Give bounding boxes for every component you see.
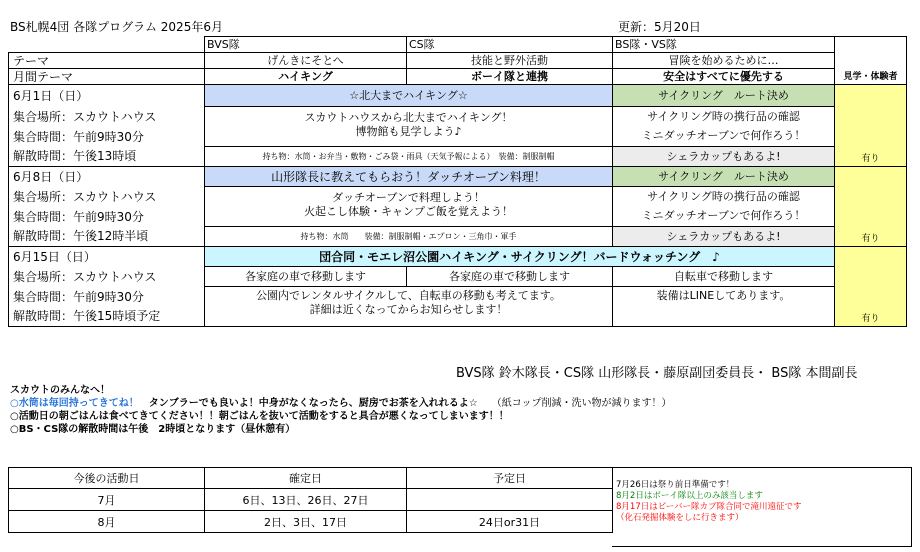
page-title: BS札幌4団 各隊プログラム 2025年6月 <box>10 20 223 34</box>
note-line-2: ○活動日の朝ごはんは食べてきてください！！朝ごはんを抜いて活動をすると具合が悪くなってしまいます！！ <box>10 411 509 422</box>
monthly-bs: 安全はすべてに優先する <box>613 69 835 85</box>
theme-bvs: げんきにそとへ <box>205 53 407 69</box>
event3-bs-note: 装備はLINEしてあります。 <box>656 289 791 302</box>
event1-dismiss: 解散時間：午後13時頃 <box>9 147 205 167</box>
event3-place: 集合場所：スカウトハウス <box>9 267 205 287</box>
event3-body2: 詳細は近くなってからお知らせします！ <box>309 303 508 316</box>
event1-visitor: 有り <box>835 85 907 167</box>
visitor-header: 見学・体験者 <box>835 37 907 85</box>
event2-dismiss: 解散時間：午後12時半頃 <box>9 227 205 247</box>
schedule-confirmed: 6日、13日、26日、27日 <box>205 489 407 511</box>
event1-bs3: シェラカップもあるよ! <box>613 147 835 167</box>
theme-row <box>9 53 907 69</box>
theme-cs: 技能と野外活動 <box>407 53 613 69</box>
note-line-1-rest: タンブラーでも良いよ！中身がなくなったら、厨房でお茶を入れれるよ☆ <box>138 398 478 409</box>
event1-body2: 博物館も見学しよう♪ <box>355 125 462 138</box>
notes-block <box>10 384 672 436</box>
event3-bs-move: 自転車で移動します <box>613 267 835 287</box>
event2-items: 持ち物：水筒 装備：制服制帽・エプロン・三角巾・軍手 <box>205 227 613 247</box>
event1-bs2: ミニダッチオーブンで何作ろう！ <box>613 127 835 147</box>
event2-body2: 火起こし体験・キャンプご飯を覚えよう！ <box>304 205 513 218</box>
event2-body1: ダッチオーブンで料理しよう！ <box>332 191 485 204</box>
table-row <box>9 489 613 511</box>
note-line-1-paren: （紙コップ削減・洗い物が減ります！） <box>491 398 672 409</box>
event2-title: 山形隊長に教えてもらおう！ダッチオーブン料理！ <box>205 167 613 187</box>
event2-bs1: サイクリング時の携行品の確認 <box>613 187 835 207</box>
table-row <box>9 511 613 533</box>
side-notes <box>612 467 912 547</box>
side-note-1: 7月26日は祭り前日準備です！ <box>616 480 735 490</box>
event1-bs-title: サイクリング ルート決め <box>613 85 835 107</box>
schedule-month: 7月 <box>9 489 205 511</box>
event3-bvs-move: 各家庭の車で移動します <box>205 267 407 287</box>
event2-meet: 集合時間：午前9時30分 <box>9 207 205 227</box>
event3-meet: 集合時間：午前9時30分 <box>9 287 205 307</box>
event1-meet: 集合時間：午前9時30分 <box>9 127 205 147</box>
col-bvs: BVS隊 <box>205 37 407 53</box>
side-note-4: （化石発掘体験をしに行きます） <box>616 513 744 523</box>
schedule-header-planned: 予定日 <box>407 468 613 489</box>
schedule-header-activity: 今後の活動日 <box>9 468 205 489</box>
theme-bs: 冒険を始めるために… <box>613 53 835 69</box>
event3-visitor: 有り <box>835 247 907 327</box>
schedule-confirmed: 2日、3日、17日 <box>205 511 407 533</box>
note-line-1 <box>10 397 672 410</box>
schedule-planned <box>407 489 613 511</box>
monthly-label: 月間テーマ <box>9 69 205 85</box>
col-cs: CS隊 <box>407 37 613 53</box>
event1-items: 持ち物：水筒・お弁当・敷物・ごみ袋・雨具（天気予報による） 装備：制服制帽 <box>205 147 613 167</box>
side-note-3: 8月17日はビーバー隊カブ隊合同で滝川遠征です <box>616 502 802 512</box>
note-line-1-blue: ○水筒は毎回持ってきてね！ <box>10 398 139 409</box>
program-table <box>8 36 907 327</box>
event2-bs-title: サイクリング ルート決め <box>613 167 835 187</box>
notes-heading: スカウトのみんなへ！ <box>10 385 110 396</box>
event2-bs3: シェラカップもあるよ! <box>613 227 835 247</box>
column-header-row <box>9 37 907 53</box>
event2-bs2: ミニダッチオーブンで何作ろう！ <box>613 207 835 227</box>
schedule-planned: 24日or31日 <box>407 511 613 533</box>
event1-date: 6月1日（日） <box>9 85 205 107</box>
event1-title: ☆北大までハイキング☆ <box>205 85 613 107</box>
event3-title: 団合同・モエレ沼公園ハイキング・サイクリング！バードウォッチング ♪ <box>205 247 835 267</box>
schedule-table <box>8 467 613 533</box>
schedule-header-confirmed: 確定日 <box>205 468 407 489</box>
monthly-cs: ボーイ隊と連携 <box>407 69 613 85</box>
monthly-bvs: ハイキング <box>205 69 407 85</box>
event3-date: 6月15日（日） <box>9 247 205 267</box>
col-bs: BS隊・VS隊 <box>613 37 835 53</box>
event2-date: 6月8日（日） <box>9 167 205 187</box>
note-line-3: ○BS・CS隊の解散時間は午後 2時頃となります（昼休憩有） <box>10 424 296 435</box>
schedule-month: 8月 <box>9 511 205 533</box>
event1-bs1: サイクリング時の携行品の確認 <box>613 107 835 127</box>
event2-visitor: 有り <box>835 167 907 247</box>
event3-dismiss: 解散時間：午後15時頃予定 <box>9 307 205 327</box>
event2-place: 集合場所：スカウトハウス <box>9 187 205 207</box>
leaders-line: BVS隊 鈴木隊長・CS隊 山形隊長・藤原副団委員長・ BS隊 本間副長 <box>456 366 858 381</box>
theme-label: テーマ <box>9 53 205 69</box>
updated-date: 更新：5月20日 <box>618 20 701 34</box>
event1-body1: スカウトハウスから北大までハイキング！ <box>304 111 513 124</box>
event3-body1: 公園内でレンタルサイクルして、自転車の移動も考えてます。 <box>256 289 561 302</box>
side-note-2: 8月2日はボーイ隊以上のみ該当します <box>616 491 763 501</box>
monthly-theme-row <box>9 69 907 85</box>
event3-cs-move: 各家庭の車で移動します <box>407 267 613 287</box>
event1-place: 集合場所：スカウトハウス <box>9 107 205 127</box>
